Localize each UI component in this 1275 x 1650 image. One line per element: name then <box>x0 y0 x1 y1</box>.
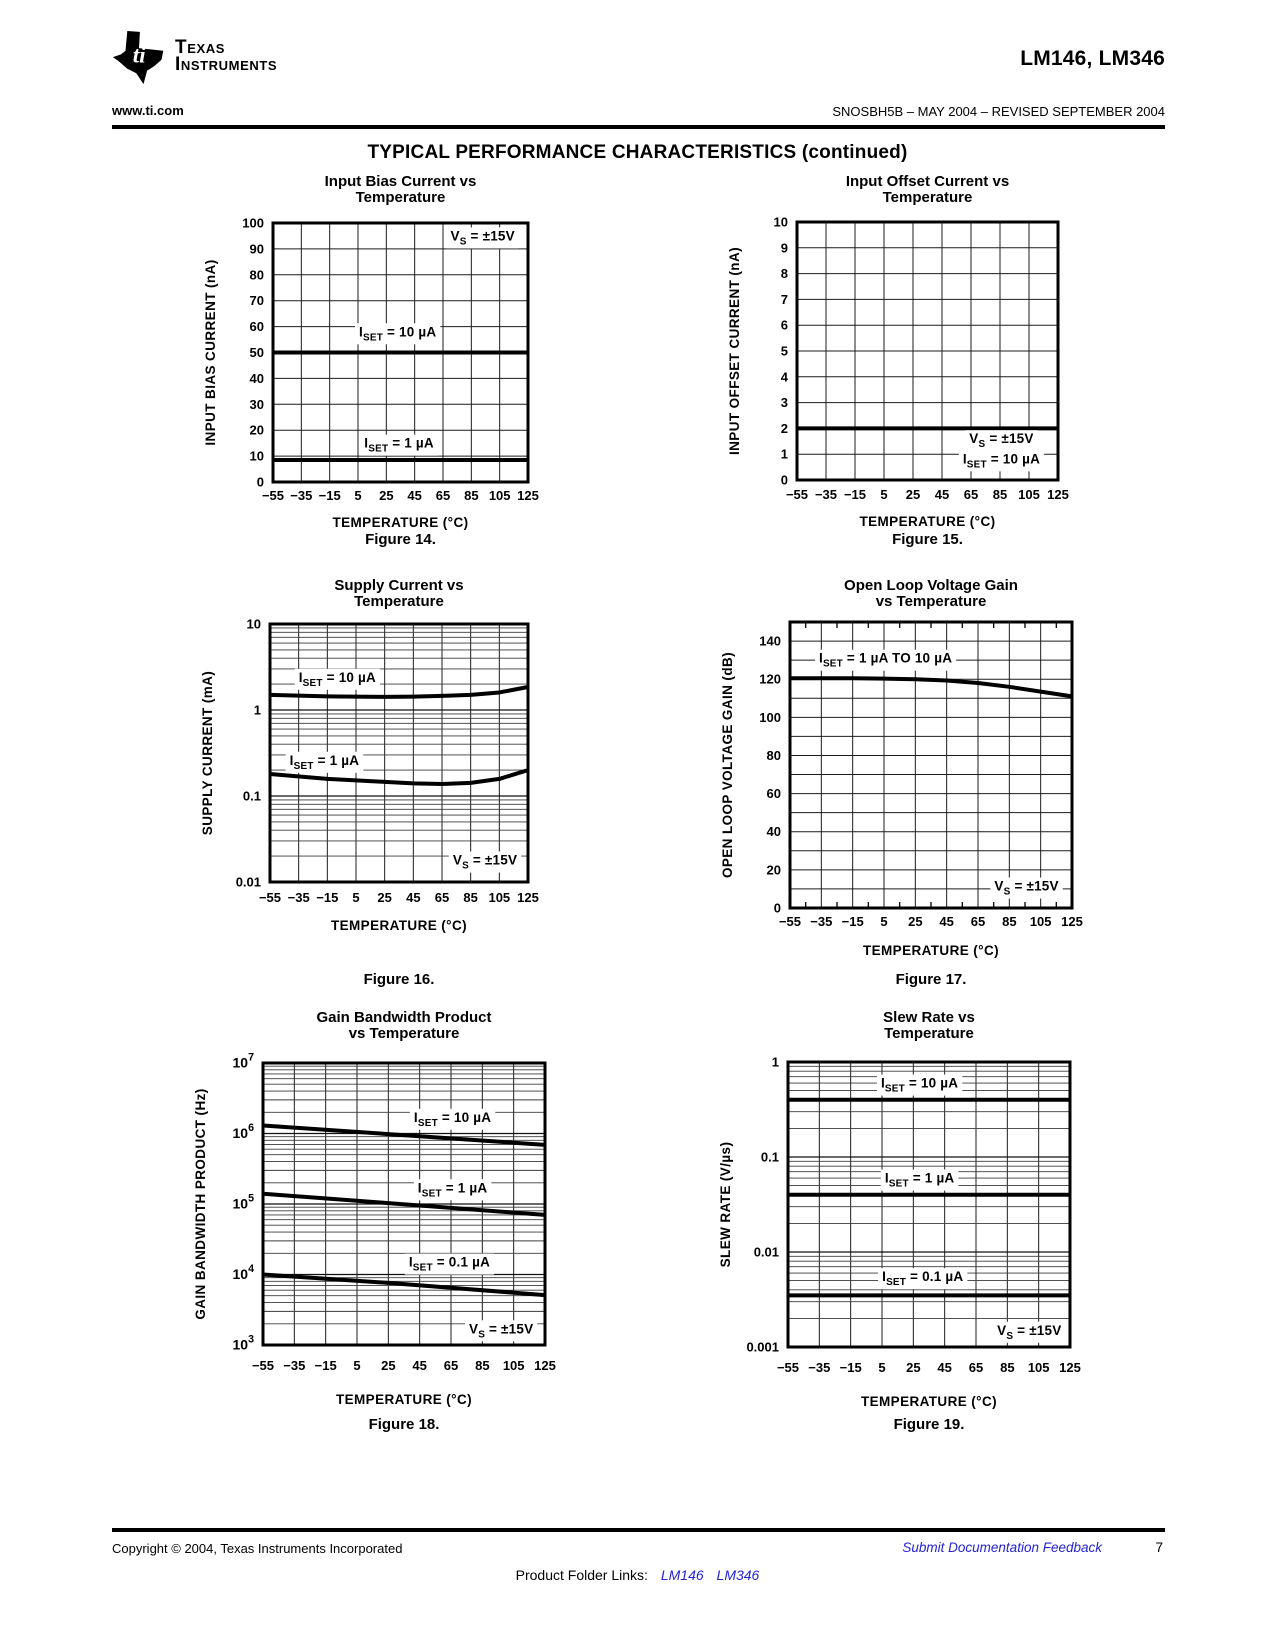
chart-title <box>730 578 1132 610</box>
svg-text:ti: ti <box>132 42 146 69</box>
figure-caption: Figure 14. <box>365 531 436 548</box>
svg-text:5: 5 <box>780 343 788 359</box>
svg-text:−55: −55 <box>778 914 802 929</box>
svg-text:1: 1 <box>780 446 788 462</box>
chart-title-line1: Supply Current vs <box>334 577 464 594</box>
svg-text:125: 125 <box>534 1358 556 1373</box>
svg-text:85: 85 <box>1000 1360 1015 1375</box>
svg-text:−55: −55 <box>258 890 282 905</box>
svg-text:40: 40 <box>249 370 264 386</box>
open-loop-voltage-gain-chart <box>678 608 1088 973</box>
ti-texas-map-icon <box>112 30 166 86</box>
svg-text:3: 3 <box>780 395 788 411</box>
chart-title-line2: Temperature <box>882 189 973 206</box>
figure-caption: Figure 17. <box>895 971 967 988</box>
input-offset-current-chart <box>685 208 1074 544</box>
svg-text:70: 70 <box>249 293 264 309</box>
chart-title-line1: Slew Rate vs <box>883 1009 975 1026</box>
svg-text:VS = ±15V: $V_S = \pm 15V$ <box>994 878 1059 898</box>
svg-text:25: 25 <box>379 488 394 503</box>
svg-text:0.01: 0.01 <box>753 1244 779 1260</box>
svg-text:−35: −35 <box>283 1358 306 1373</box>
svg-text:ISET = 1 µA: $I_{SET} = 1$ µA <box>289 752 360 772</box>
svg-text:0.001: 0.001 <box>746 1339 779 1355</box>
svg-text:ISET = 0.1 µA: $I_{SET} = 0.1$ µA <box>408 1254 491 1274</box>
product-folder-label: Product Folder Links: <box>515 1567 648 1583</box>
svg-text:TEMPERATURE (°C): TEMPERATURE (°C) <box>862 943 1000 958</box>
svg-text:0.01: 0.01 <box>235 874 261 890</box>
svg-text:ISET = 1 µA: $I_{SET} = 1$ µA <box>364 435 434 455</box>
svg-text:2: 2 <box>780 420 788 436</box>
svg-text:1: 1 <box>771 1054 779 1070</box>
input-bias-current-chart <box>161 209 544 545</box>
svg-text:125: 125 <box>517 890 539 905</box>
svg-text:GAIN BANDWIDTH PRODUCT (Hz): GAIN BANDWIDTH PRODUCT (Hz) <box>193 1088 208 1320</box>
svg-text:105: 105 <box>1027 1360 1050 1375</box>
svg-text:VS = ±15V: $V_S = \pm 15V$ <box>468 1321 534 1341</box>
slew-rate-chart <box>676 1048 1086 1424</box>
svg-text:60: 60 <box>766 786 781 802</box>
svg-text:SLEW RATE (V/µs): SLEW RATE (V/µs) <box>718 1141 733 1268</box>
svg-text:65: 65 <box>434 890 450 905</box>
svg-text:65: 65 <box>435 488 451 503</box>
svg-text:7: 7 <box>780 291 788 307</box>
chart-title <box>737 174 1118 206</box>
svg-text:0.1: 0.1 <box>760 1149 779 1165</box>
svg-text:105: 105 <box>488 890 511 905</box>
svg-text:ISET = 10 µA: $I_{SET} = 10$ µA <box>359 324 437 344</box>
header-rule <box>112 125 1165 129</box>
svg-text:−55: −55 <box>785 487 809 502</box>
svg-text:−35: −35 <box>290 488 313 503</box>
svg-text:−15: −15 <box>318 488 341 503</box>
svg-text:VS = ±15V: $V_S = \pm 15V$ <box>452 852 518 872</box>
svg-text:85: 85 <box>475 1358 490 1373</box>
submit-feedback-link[interactable]: Submit Documentation Feedback <box>902 1540 1102 1555</box>
gain-bandwidth-product-chart <box>151 1049 561 1422</box>
svg-text:5: 5 <box>880 487 888 502</box>
svg-text:10: 10 <box>249 448 264 464</box>
figure-caption: Figure 18. <box>368 1416 440 1433</box>
svg-text:ISET = 10 µA: $I_{SET} = 10$ µA <box>413 1109 492 1129</box>
svg-text:−35: −35 <box>287 890 310 905</box>
svg-text:25: 25 <box>908 914 923 929</box>
svg-text:105: 105 <box>1029 914 1052 929</box>
page-number: 7 <box>1155 1540 1163 1555</box>
svg-text:65: 65 <box>968 1360 984 1375</box>
svg-text:5: 5 <box>878 1360 886 1375</box>
svg-text:5: 5 <box>352 890 360 905</box>
svg-text:0: 0 <box>773 900 781 916</box>
svg-text:8: 8 <box>780 266 788 282</box>
footer-rule <box>112 1528 1165 1532</box>
chart-title <box>203 1010 605 1042</box>
svg-text:VS = ±15V: $V_S = \pm 15V$ <box>969 431 1034 451</box>
chart-title-line2: vs Temperature <box>348 1025 460 1042</box>
svg-text:10: 10 <box>773 214 788 230</box>
svg-text:45: 45 <box>939 914 954 929</box>
svg-text:103: $10^3$ <box>232 1333 254 1353</box>
svg-text:4: 4 <box>780 369 788 385</box>
svg-text:ISET = 1 µA TO 10 µA: $I_{SET} = 1$ µA TO 10 µA <box>818 650 953 670</box>
chart-title-line2: Temperature <box>354 593 444 610</box>
chart-title-line1: Input Offset Current vs <box>845 173 1010 190</box>
svg-text:ISET = 1 µA: $I_{SET} = 1$ µA <box>417 1180 488 1200</box>
svg-text:85: 85 <box>463 890 478 905</box>
svg-text:0: 0 <box>256 474 264 490</box>
chart-title-line1: Gain Bandwidth Product <box>316 1009 492 1026</box>
svg-text:ISET = 1 µA: $I_{SET} = 1$ µA <box>884 1170 955 1190</box>
supply-current-chart <box>158 610 544 948</box>
svg-text:1: 1 <box>253 702 261 718</box>
chart-title <box>213 174 588 206</box>
svg-text:20: 20 <box>249 422 264 438</box>
svg-text:5: 5 <box>880 914 888 929</box>
figure-caption: Figure 15. <box>892 531 963 548</box>
svg-text:TEMPERATURE (°C): TEMPERATURE (°C) <box>335 1392 473 1407</box>
chart-title-line1: Input Bias Current vs <box>324 173 477 190</box>
svg-text:−15: −15 <box>843 487 867 502</box>
svg-text:45: 45 <box>934 487 950 502</box>
svg-text:OPEN LOOP VOLTAGE GAIN (dB): OPEN LOOP VOLTAGE GAIN (dB) <box>720 651 735 879</box>
svg-text:0: 0 <box>780 472 788 488</box>
svg-text:−35: −35 <box>814 487 838 502</box>
svg-text:6: 6 <box>780 317 788 333</box>
chart-title-line2: vs Temperature <box>875 593 987 610</box>
part-numbers: LM146, LM346 <box>1020 47 1165 70</box>
svg-text:−15: −15 <box>314 1358 337 1373</box>
svg-text:45: 45 <box>412 1358 427 1373</box>
figure-caption: Figure 16. <box>363 971 435 988</box>
svg-text:100: 100 <box>242 215 264 231</box>
svg-text:0.1: 0.1 <box>242 788 261 804</box>
svg-text:50: 50 <box>249 345 264 360</box>
doc-revision: SNOSBH5B – MAY 2004 – REVISED SEPTEMBER 2004 <box>832 104 1165 119</box>
svg-text:104: $10^4$ <box>232 1263 254 1282</box>
svg-text:−15: −15 <box>316 890 339 905</box>
chart-title-line2: Temperature <box>355 189 446 206</box>
svg-text:85: 85 <box>992 487 1008 502</box>
svg-text:−55: −55 <box>261 488 285 503</box>
svg-text:45: 45 <box>937 1360 952 1375</box>
svg-text:105: 105 <box>488 488 511 503</box>
svg-text:125: 125 <box>517 488 539 503</box>
brand-line-1: Texas <box>175 37 226 58</box>
svg-text:25: 25 <box>381 1358 396 1373</box>
svg-text:TEMPERATURE (°C): TEMPERATURE (°C) <box>332 515 469 530</box>
chart-title-line2: Temperature <box>884 1025 974 1042</box>
svg-text:105: 105 <box>502 1358 525 1373</box>
ti-brand-text <box>175 30 277 73</box>
svg-text:125: 125 <box>1047 487 1069 502</box>
svg-text:TEMPERATURE (°C): TEMPERATURE (°C) <box>860 1394 998 1409</box>
svg-text:5: 5 <box>354 488 362 503</box>
svg-text:−35: −35 <box>810 914 833 929</box>
svg-text:SUPPLY CURRENT (mA): SUPPLY CURRENT (mA) <box>200 670 215 836</box>
product-folder-links <box>0 1567 1275 1583</box>
svg-text:100: 100 <box>759 709 781 725</box>
svg-text:−55: −55 <box>251 1358 275 1373</box>
svg-text:INPUT BIAS CURRENT (nA): INPUT BIAS CURRENT (nA) <box>203 259 218 446</box>
svg-text:85: 85 <box>464 488 479 503</box>
section-title: TYPICAL PERFORMANCE CHARACTERISTICS (continued) <box>367 142 908 163</box>
svg-text:30: 30 <box>249 396 264 412</box>
svg-text:−55: −55 <box>776 1360 800 1375</box>
svg-text:60: 60 <box>249 319 264 335</box>
svg-text:ISET = 10 µA: $I_{SET} = 10$ µA <box>298 669 376 689</box>
svg-text:−35: −35 <box>808 1360 831 1375</box>
svg-text:80: 80 <box>249 267 264 283</box>
svg-text:125: 125 <box>1061 914 1083 929</box>
svg-text:TEMPERATURE (°C): TEMPERATURE (°C) <box>859 514 996 529</box>
svg-text:90: 90 <box>249 241 264 257</box>
svg-text:VS = ±15V: $V_S = \pm 15V$ <box>450 228 515 248</box>
svg-text:VS = ±15V: $V_S = \pm 15V$ <box>997 1322 1062 1342</box>
svg-text:10: 10 <box>246 616 261 632</box>
svg-text:45: 45 <box>407 488 422 503</box>
product-link-lm346[interactable]: LM346 <box>716 1567 760 1583</box>
website-link[interactable]: www.ti.com <box>112 103 184 118</box>
svg-text:−15: −15 <box>841 914 864 929</box>
ti-logo <box>112 30 277 86</box>
svg-text:107: $10^7$ <box>232 1051 254 1071</box>
svg-text:120: 120 <box>759 671 781 687</box>
svg-text:106: $10^6$ <box>232 1122 254 1141</box>
svg-text:65: 65 <box>443 1358 459 1373</box>
svg-text:ISET = 0.1 µA: $I_{SET} = 0.1$ µA <box>882 1269 964 1289</box>
product-link-lm146[interactable]: LM146 <box>660 1567 704 1583</box>
svg-text:105: $10^5$ <box>232 1192 254 1212</box>
svg-text:INPUT OFFSET CURRENT (nA): INPUT OFFSET CURRENT (nA) <box>727 247 742 455</box>
svg-text:9: 9 <box>780 240 788 256</box>
svg-text:ISET = 10 µA: $I_{SET} = 10$ µA <box>962 451 1041 471</box>
svg-text:105: 105 <box>1018 487 1040 502</box>
chart-title <box>728 1010 1130 1042</box>
brand-line-2: Instruments <box>175 54 278 75</box>
svg-text:125: 125 <box>1059 1360 1081 1375</box>
svg-text:25: 25 <box>377 890 392 905</box>
svg-text:TEMPERATURE (°C): TEMPERATURE (°C) <box>330 918 468 933</box>
svg-text:5: 5 <box>353 1358 361 1373</box>
svg-text:20: 20 <box>766 862 781 878</box>
svg-text:−15: −15 <box>839 1360 862 1375</box>
svg-text:25: 25 <box>905 487 921 502</box>
svg-text:65: 65 <box>970 914 986 929</box>
chart-title <box>210 578 588 610</box>
svg-text:25: 25 <box>906 1360 921 1375</box>
svg-text:140: 140 <box>759 633 781 649</box>
chart-title-line1: Open Loop Voltage Gain <box>844 577 1018 594</box>
svg-text:45: 45 <box>406 890 421 905</box>
svg-text:ISET = 10 µA: $I_{SET} = 10$ µA <box>880 1075 959 1095</box>
figure-caption: Figure 19. <box>893 1416 965 1433</box>
svg-text:40: 40 <box>766 824 781 840</box>
copyright-text: Copyright © 2004, Texas Instruments Incorporated <box>112 1541 403 1556</box>
svg-text:85: 85 <box>1002 914 1017 929</box>
svg-text:65: 65 <box>963 487 979 502</box>
svg-text:80: 80 <box>766 747 781 763</box>
